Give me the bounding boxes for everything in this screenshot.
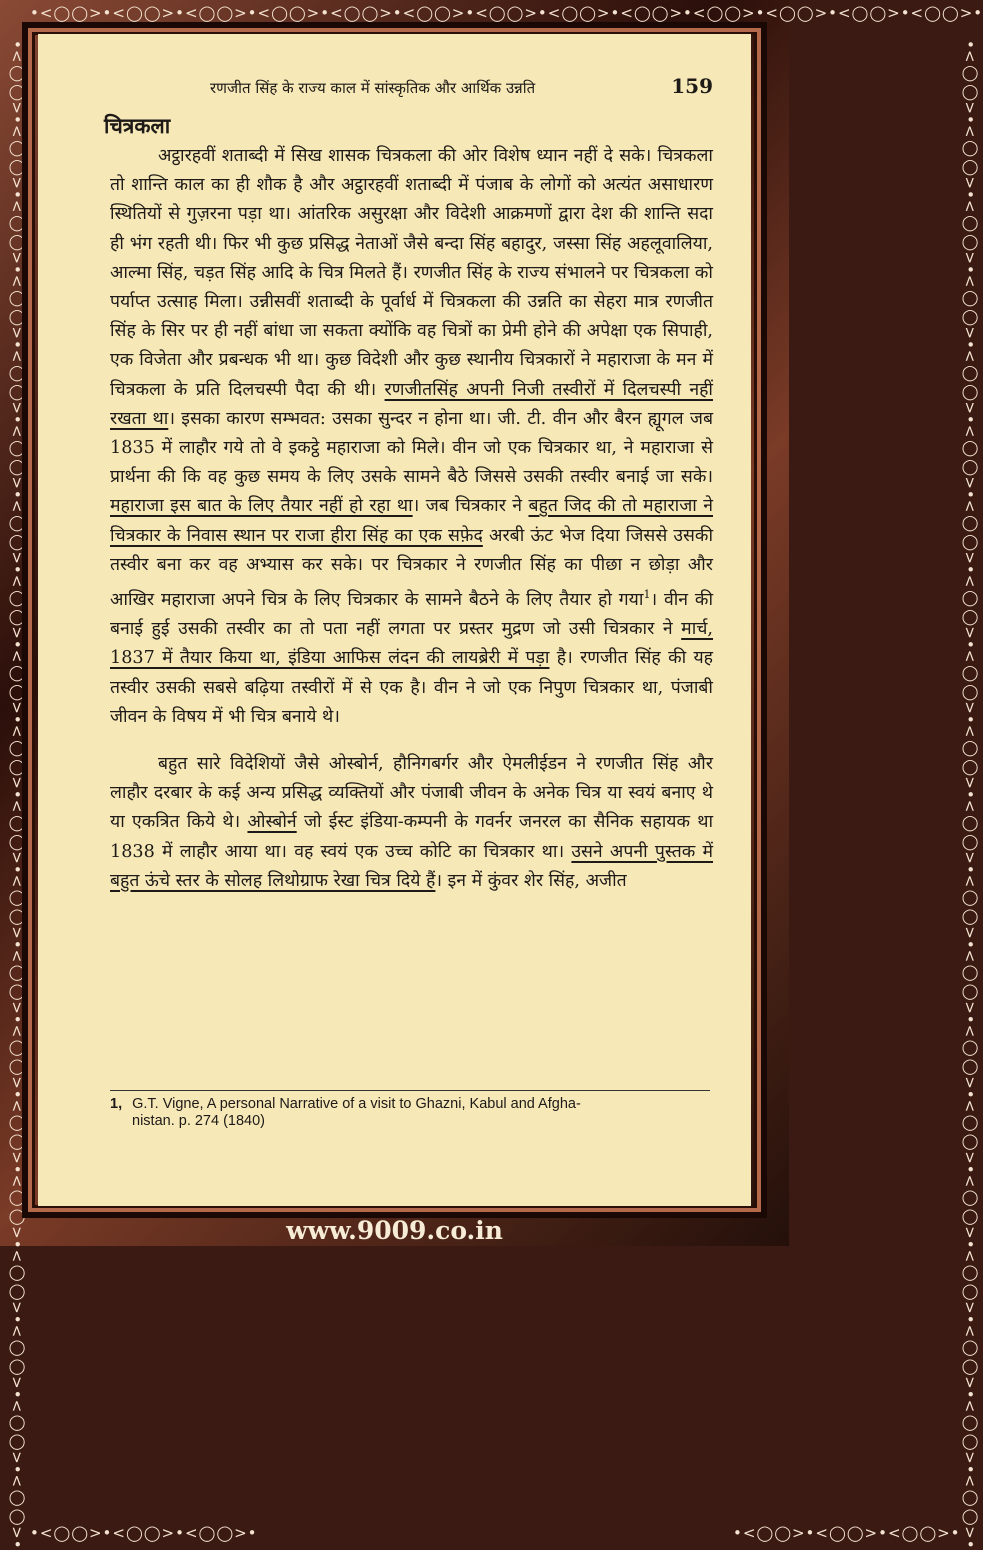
footnote-text-2: nistan. p. 274 (1840) [132,1113,266,1129]
running-header [110,74,713,104]
paragraph-1-text-c: । जब चित्रकार ने [412,496,523,517]
underlined-phrase: मार्च, 1837 में तैयार किया था, इंडिया आफिस लंदन की लायब्रेरी में पड़ा [110,619,714,669]
footnote-reference: 1 [643,588,651,602]
underlined-phrase: ओस्बोर्न [247,812,297,833]
paragraph-2 [110,750,713,896]
paragraph-1 [110,142,713,732]
book-page [38,34,751,1206]
paragraph-2-text-a: बहुत सारे विदेशियों जैसे ओस्बोर्न, हौनिगबर्गर और ऐमलीईडन ने रणजीत सिंह और लाहौर दरबार के कई अन्य प्रसिद्ध व्यक्तियों और पंजाबी जीवन के अनेक चित्र या स्वयं बनाए थे या एकत्रित किये थे। [110,753,713,833]
footnote-line-1 [110,1096,710,1113]
border-chain-top: •<◯◯>•<◯◯>•<◯◯>•<◯◯>•<◯◯>•<◯◯>•<◯◯>•<◯◯>•<◯◯>•<◯◯>•<◯◯>•<◯◯>•<◯◯>• [30,4,983,22]
paragraph-2-text-b: जो ईस्ट इंडिया-कम्पनी के गवर्नर जनरल का सैनिक सहायक था 1838 में लाहौर आया था। वह स्वयं एक उच्च कोटि का चित्रकार था। [110,812,714,862]
page-number: 159 [671,74,713,98]
watermark-url: www.9009.co.in [286,1216,503,1245]
border-chain-bottom-left: •<◯◯>•<◯◯>•<◯◯>• [30,1524,258,1542]
paragraph-1-text-a: अट्ठारहवीं शताब्दी में सिख शासक चित्रकला की ओर विशेष ध्यान नहीं दे सके। चित्रकला तो शान्ति काल का ही शौक है और अट्ठारहवीं शताब्दी में पंजाब के लोगों को अत्यंत असाधारण स्थितियों से गुज़रना पड़ा था। आंतरिक असुरक्षा और विदेशी आक्रमणों द्वारा देश की शान्ति सदा ही भंग रहती थी। फिर भी कुछ प्रसिद्ध नेताओं जैसे बन्दा सिंह बहादुर, जस्सा सिंह अहलूवालिया, आल्मा सिंह, चड़त सिंह आदि के चित्र मिलते हैं। रणजीत सिंह के राज्य संभालने पर चित्रकला को पर्याप्त उत्साह मिला। उन्नीसवीं शताब्दी के पूर्वार्ध में चित्रकला की उन्नति का सेहरा मात्र रणजीत सिंह के सिर पर ही नहीं बांधा जा सकता क्योंकि वह चित्रों का प्रेमी होने की अपेक्षा एक सिपाही, एक विजेता और प्रबन्धक भी था। कुछ विदेशी और कुछ स्थानीय चित्रकारों ने महाराजा के मन में चित्रकला के प्रति दिलचस्पी पैदा की थी। [110,146,713,400]
underlined-phrase: रणजीतसिंह अपनी निजी तस्वीरों में दिलचस्पी नहीं रखता था [110,379,713,429]
footnote-number: 1, [110,1096,123,1112]
running-title: रणजीत सिंह के राज्य काल में सांस्कृतिक और आर्थिक उन्नति [210,79,536,97]
paragraph-1-text-b: । इसका कारण सम्भवत: उसका सुन्दर न होना था। जी. टी. वीन और बैरन ह्यूगल जब 1835 में लाहौर गये तो वे इकट्ठे महाराजा को मिले। वीन जो एक चित्रकार था, ने महाराजा से प्रार्थना की कि वह कुछ समय के लिए उसके सामने बैठे जिससे उसकी तस्वीर बनाई जा सके। [110,408,713,488]
paragraph-1-text-f: है। रणजीत सिंह की यह तस्वीर उसकी सबसे बढ़िया तस्वीरों में से एक है। वीन ने जो एक निपुण चित्रकार था, पंजाबी जीवन के विषय में भी चित्र बनाये थे। [110,648,714,727]
border-chain-left: •<◯◯>•<◯◯>•<◯◯>•<◯◯>•<◯◯>•<◯◯>•<◯◯>•<◯◯>•<◯◯>•<◯◯>•<◯◯>•<◯◯>•<◯◯>•<◯◯>•<◯◯>•<◯◯>•<◯◯>•<◯◯>•<◯◯>•<◯◯>• [8,40,26,1550]
paragraph-1-text-e: । वीन की बनाई हुई उसकी तस्वीर का तो पता नहीं लगता पर प्रस्तर मुद्रण जो उसी चित्रकार ने [110,589,713,640]
underlined-phrase: महाराजा इस बात के लिए तैयार नहीं हो रहा था [110,496,413,517]
underlined-phrase: बहुत जिद की तो महाराजा ने चित्रकार के निवास स्थान पर राजा हीरा सिंह का एक सफ़ेद [110,496,713,546]
section-heading: चित्रकला [104,113,171,138]
footnote-rule [110,1090,710,1091]
footnote [110,1096,710,1130]
border-chain-right: •<◯◯>•<◯◯>•<◯◯>•<◯◯>•<◯◯>•<◯◯>•<◯◯>•<◯◯>•<◯◯>•<◯◯>•<◯◯>•<◯◯>•<◯◯>•<◯◯>•<◯◯>•<◯◯>•<◯◯>•<◯◯>•<◯◯>•<◯◯>• [961,40,979,1550]
paragraph-2-text-c: । इन में कुंवर शेर सिंह, अजीत [435,870,627,891]
footnote-text-1: G.T. Vigne, A personal Narrative of a visit to Ghazni, Kabul and Afgha- [132,1096,581,1112]
border-chain-bottom-right: •<◯◯>•<◯◯>•<◯◯>• [733,1524,961,1542]
paragraph-1-text-d: अरबी ऊंट भेज दिया जिससे उसकी तस्वीर बना कर वह अभ्यास कर सके। पर चित्रकार ने रणजीत सिंह का पीछा न छोड़ा और आखिर महाराजा अपने चित्र के लिए चित्रकार के सामने बैठने के लिए तैयार हो गया [110,525,714,610]
underlined-phrase: उसने अपनी पुस्तक में बहुत ऊंचे स्तर के सोलह लिथोग्राफ रेखा चित्र दिये हैं [110,841,714,891]
